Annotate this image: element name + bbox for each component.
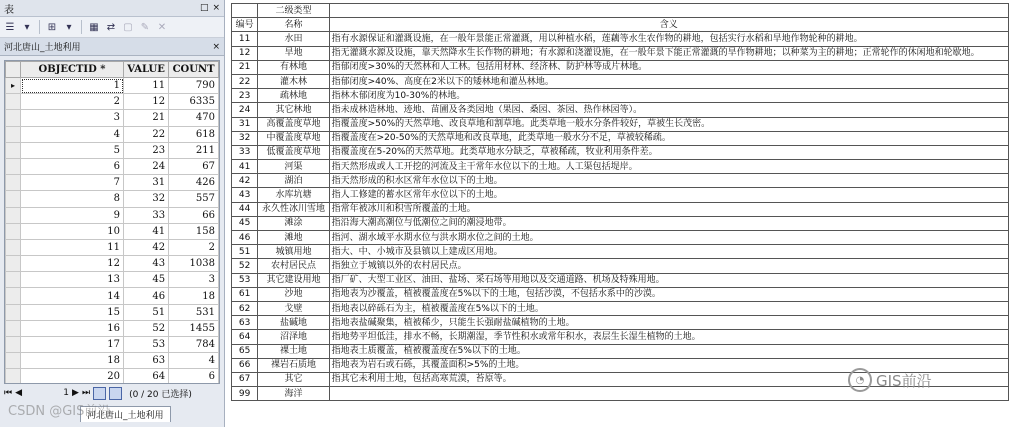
cell-value[interactable]: 64 bbox=[124, 369, 169, 384]
dropdown-chevron-icon[interactable]: ▾ bbox=[66, 21, 72, 33]
cell-value[interactable]: 23 bbox=[124, 142, 169, 158]
table-row bbox=[232, 160, 1009, 174]
cell-meaning: 指厂矿、大型工业区、油田、盐场、采石场等用地以及交通道路、机场及特殊用地。 bbox=[329, 273, 1008, 287]
table-row[interactable] bbox=[6, 126, 219, 142]
cell-code: 41 bbox=[232, 160, 258, 174]
cell-code: 67 bbox=[232, 372, 258, 386]
cell-objectid[interactable]: 20 bbox=[21, 369, 124, 384]
table-row[interactable] bbox=[6, 256, 219, 272]
row-selector[interactable] bbox=[6, 110, 21, 126]
cell-name: 中覆盖度草地 bbox=[258, 131, 329, 145]
cell-code: 61 bbox=[232, 287, 258, 301]
table-row bbox=[232, 32, 1009, 46]
cell-name: 高覆盖度草地 bbox=[258, 117, 329, 131]
cell-value[interactable]: 12 bbox=[124, 94, 169, 110]
cell-meaning: 指地表为岩石或石砾，其覆盖面积>5%的土地。 bbox=[329, 358, 1008, 372]
cell-name: 裸土地 bbox=[258, 344, 329, 358]
cell-code: 62 bbox=[232, 301, 258, 315]
cell-code: 99 bbox=[232, 387, 258, 401]
cell-name: 疏林地 bbox=[258, 89, 329, 103]
previous-record-button[interactable]: ◀ bbox=[15, 388, 23, 398]
window-titlebar bbox=[0, 0, 224, 17]
cell-code: 51 bbox=[232, 245, 258, 259]
watermark-right bbox=[848, 368, 932, 392]
cell-meaning: 指独立于城镇以外的农村居民点。 bbox=[329, 259, 1008, 273]
row-selector[interactable] bbox=[6, 207, 21, 223]
cell-count[interactable]: 3 bbox=[169, 272, 219, 288]
show-all-records-icon[interactable] bbox=[93, 387, 106, 400]
cell-name: 农村居民点 bbox=[258, 259, 329, 273]
select-by-attributes-icon[interactable]: ▦ bbox=[89, 21, 99, 33]
cell-count[interactable]: 4 bbox=[169, 353, 219, 369]
cell-name: 有林地 bbox=[258, 60, 329, 74]
window-title: 表 bbox=[4, 4, 14, 16]
table-row bbox=[232, 216, 1009, 230]
cell-name: 永久性冰川雪地 bbox=[258, 202, 329, 216]
cell-code: 44 bbox=[232, 202, 258, 216]
cell-value[interactable]: 51 bbox=[124, 304, 169, 320]
table-row[interactable] bbox=[6, 337, 219, 353]
landuse-classification-table bbox=[231, 3, 1009, 401]
cell-value[interactable]: 11 bbox=[124, 78, 169, 94]
empty-cell bbox=[329, 4, 1008, 18]
table-row[interactable] bbox=[6, 207, 219, 223]
row-selector[interactable] bbox=[6, 94, 21, 110]
cell-meaning: 指沿海大潮高潮位与低潮位之间的潮浸地带。 bbox=[329, 216, 1008, 230]
cell-code: 32 bbox=[232, 131, 258, 145]
cell-count[interactable]: 784 bbox=[169, 337, 219, 353]
table-row bbox=[232, 301, 1009, 315]
cell-count[interactable]: 6 bbox=[169, 369, 219, 384]
table-row bbox=[232, 344, 1009, 358]
column-header-count[interactable]: COUNT bbox=[169, 62, 219, 78]
cell-count[interactable]: 18 bbox=[169, 288, 219, 304]
cell-name: 沼泽地 bbox=[258, 330, 329, 344]
cell-name: 低覆盖度草地 bbox=[258, 145, 329, 159]
cell-value[interactable]: 46 bbox=[124, 288, 169, 304]
table-row bbox=[232, 231, 1009, 245]
toolbar-divider bbox=[39, 20, 40, 34]
empty-cell bbox=[232, 4, 258, 18]
column-header-objectid[interactable]: OBJECTID * bbox=[21, 62, 124, 78]
row-selector[interactable] bbox=[6, 304, 21, 320]
cell-name: 其它林地 bbox=[258, 103, 329, 117]
cell-meaning: 指地表为沙覆盖，植被覆盖度在5%以下的土地，包括沙漠，不包括水系中的沙漠。 bbox=[329, 287, 1008, 301]
cell-objectid[interactable]: 11 bbox=[21, 239, 124, 255]
cell-name: 沙地 bbox=[258, 287, 329, 301]
grid-header-row bbox=[6, 62, 219, 78]
row-selector[interactable] bbox=[6, 337, 21, 353]
cell-objectid[interactable]: 18 bbox=[21, 353, 124, 369]
table-row bbox=[232, 202, 1009, 216]
cell-code: 52 bbox=[232, 259, 258, 273]
table-row bbox=[232, 131, 1009, 145]
delete-selected-icon[interactable]: ✕ bbox=[157, 21, 167, 33]
table-row bbox=[232, 316, 1009, 330]
cell-count[interactable]: 1455 bbox=[169, 320, 219, 336]
cell-code: 46 bbox=[232, 231, 258, 245]
cell-objectid[interactable]: 3 bbox=[21, 110, 124, 126]
cell-value[interactable]: 42 bbox=[124, 239, 169, 255]
cell-name: 旱地 bbox=[258, 46, 329, 60]
cell-objectid[interactable]: 8 bbox=[21, 191, 124, 207]
cell-name: 城镇用地 bbox=[258, 245, 329, 259]
table-row[interactable] bbox=[6, 353, 219, 369]
cell-code: 21 bbox=[232, 60, 258, 74]
cell-meaning: 指郁闭度>30%的天然林和人工林。包括用材林、经济林、防护林等成片林地。 bbox=[329, 60, 1008, 74]
cell-name: 滩地 bbox=[258, 231, 329, 245]
cell-count[interactable]: 470 bbox=[169, 110, 219, 126]
cell-objectid[interactable]: 6 bbox=[21, 158, 124, 174]
cell-value[interactable]: 32 bbox=[124, 191, 169, 207]
table-row bbox=[232, 117, 1009, 131]
table-row[interactable] bbox=[6, 175, 219, 191]
column-header-value[interactable]: VALUE bbox=[124, 62, 169, 78]
cell-meaning: 指地势平坦低洼，排水不畅，长期潮湿，季节性积水或常年积水，表层生长湿生植物的土地。 bbox=[329, 330, 1008, 344]
row-selector[interactable] bbox=[6, 369, 21, 384]
cell-name: 水田 bbox=[258, 32, 329, 46]
cell-code: 22 bbox=[232, 74, 258, 88]
cell-meaning: 指有水源保证和灌溉设施，在一般年景能正常灌溉，用以种植水稻，莲藕等水生农作物的耕地，包括实行水稻和旱地作物轮种的耕地。 bbox=[329, 32, 1008, 46]
cell-meaning: 指天然形成的积水区常年水位以下的土地。 bbox=[329, 174, 1008, 188]
cell-value[interactable]: 24 bbox=[124, 158, 169, 174]
layer-name: 河北唐山_土地利用 bbox=[4, 43, 81, 53]
show-selected-records-icon[interactable] bbox=[109, 387, 122, 400]
table-row[interactable] bbox=[6, 110, 219, 126]
cell-code: 43 bbox=[232, 188, 258, 202]
cell-objectid[interactable]: 17 bbox=[21, 337, 124, 353]
table-row[interactable] bbox=[6, 272, 219, 288]
table-row bbox=[232, 145, 1009, 159]
cell-count[interactable]: 531 bbox=[169, 304, 219, 320]
cell-meaning: 指地表盐碱聚集，植被稀少，只能生长强耐盐碱植物的土地。 bbox=[329, 316, 1008, 330]
watermark-left: CSDN @GIS前沿 bbox=[8, 404, 111, 419]
cell-value[interactable]: 22 bbox=[124, 126, 169, 142]
table-row bbox=[232, 89, 1009, 103]
toolbar-divider bbox=[81, 20, 82, 34]
watermark-right-text: GIS前沿 bbox=[876, 371, 932, 390]
cell-value[interactable]: 53 bbox=[124, 337, 169, 353]
cell-count[interactable]: 1038 bbox=[169, 256, 219, 272]
cell-count[interactable]: 2 bbox=[169, 239, 219, 255]
cell-meaning: 指林木郁闭度为10-30%的林地。 bbox=[329, 89, 1008, 103]
cell-objectid[interactable]: 5 bbox=[21, 142, 124, 158]
cell-objectid[interactable]: 13 bbox=[21, 272, 124, 288]
selection-count: (0 / 20 已选择) bbox=[129, 389, 192, 400]
cell-code: 65 bbox=[232, 344, 258, 358]
next-record-button[interactable]: ▶ bbox=[72, 388, 79, 398]
cell-meaning: 指未成林造林地、迹地、苗圃及各类园地（果园、桑园、茶园、热作林园等）。 bbox=[329, 103, 1008, 117]
cell-value[interactable]: 63 bbox=[124, 353, 169, 369]
cell-count[interactable]: 6335 bbox=[169, 94, 219, 110]
table-row[interactable] bbox=[6, 223, 219, 239]
cell-name: 戈壁 bbox=[258, 301, 329, 315]
row-selector[interactable] bbox=[6, 288, 21, 304]
table-row[interactable] bbox=[6, 142, 219, 158]
cell-name: 裸岩石质地 bbox=[258, 358, 329, 372]
dropdown-chevron-icon[interactable]: ▾ bbox=[24, 21, 30, 33]
row-selector[interactable] bbox=[6, 158, 21, 174]
cell-code: 24 bbox=[232, 103, 258, 117]
cell-name: 海洋 bbox=[258, 387, 329, 401]
cell-value[interactable]: 41 bbox=[124, 223, 169, 239]
row-selector[interactable] bbox=[6, 239, 21, 255]
row-selector[interactable] bbox=[6, 223, 21, 239]
cell-objectid[interactable]: 4 bbox=[21, 126, 124, 142]
cell-meaning: 指覆盖度在5-20%的天然草地。此类草地水分缺乏，草被稀疏，牧业利用条件差。 bbox=[329, 145, 1008, 159]
cell-count[interactable]: 67 bbox=[169, 158, 219, 174]
cell-meaning: 指地表以碎砾石为主，植被覆盖度在5%以下的土地。 bbox=[329, 301, 1008, 315]
cell-count[interactable]: 158 bbox=[169, 223, 219, 239]
current-record-input[interactable]: 1 bbox=[63, 388, 70, 398]
cell-objectid[interactable]: 15 bbox=[21, 304, 124, 320]
cell-meaning: 指无灌溉水源及设施，靠天然降水生长作物的耕地；有水源和浇灌设施，在一般年景下能正常灌溉的旱作物耕地；以种菜为主的耕地；正常轮作的休闲地和轮歇地。 bbox=[329, 46, 1008, 60]
cell-meaning: 指覆盖度>50%的天然草地、改良草地和割草地。此类草地一般水分条件较好，草被生长茂密。 bbox=[329, 117, 1008, 131]
cell-objectid[interactable]: 9 bbox=[21, 207, 124, 223]
restore-button[interactable]: □ bbox=[199, 3, 209, 13]
table-row bbox=[232, 46, 1009, 60]
cell-count[interactable]: 426 bbox=[169, 175, 219, 191]
cell-value[interactable]: 33 bbox=[124, 207, 169, 223]
cell-meaning: 指河、湖水域平水期水位与洪水期水位之间的土地。 bbox=[329, 231, 1008, 245]
cell-value[interactable]: 52 bbox=[124, 320, 169, 336]
cell-name: 水库坑塘 bbox=[258, 188, 329, 202]
cell-meaning: 指常年被冰川和积雪所覆盖的土地。 bbox=[329, 202, 1008, 216]
zoom-to-selected-icon[interactable]: ✎ bbox=[140, 21, 150, 33]
cell-name: 湖泊 bbox=[258, 174, 329, 188]
cell-name: 滩涂 bbox=[258, 216, 329, 230]
cell-code: 11 bbox=[232, 32, 258, 46]
attribute-table-window bbox=[0, 0, 225, 427]
table-row bbox=[232, 188, 1009, 202]
switch-selection-icon[interactable]: ⇄ bbox=[106, 21, 116, 33]
row-selector[interactable] bbox=[6, 126, 21, 142]
cell-meaning: 指天然形成或人工开挖的河流及主干常年水位以下的土地。人工渠包括堤岸。 bbox=[329, 160, 1008, 174]
cell-objectid[interactable]: 14 bbox=[21, 288, 124, 304]
cell-value[interactable]: 43 bbox=[124, 256, 169, 272]
cell-objectid[interactable]: 1 bbox=[21, 78, 124, 94]
cell-code: 64 bbox=[232, 330, 258, 344]
cell-objectid[interactable]: 10 bbox=[21, 223, 124, 239]
cell-name: 其它建设用地 bbox=[258, 273, 329, 287]
cell-name: 盐碱地 bbox=[258, 316, 329, 330]
attribute-grid[interactable] bbox=[4, 60, 220, 384]
related-tables-icon[interactable]: ⊞ bbox=[47, 21, 57, 33]
cell-objectid[interactable]: 2 bbox=[21, 94, 124, 110]
table-row[interactable] bbox=[6, 191, 219, 207]
table-row[interactable] bbox=[6, 78, 219, 94]
table-row bbox=[232, 259, 1009, 273]
table-row[interactable] bbox=[6, 369, 219, 384]
cell-code: 53 bbox=[232, 273, 258, 287]
row-selector[interactable] bbox=[6, 142, 21, 158]
cell-meaning: 指覆盖度在>20-50%的天然草地和改良草地，此类草地一般水分不足，草被较稀疏。 bbox=[329, 131, 1008, 145]
cell-objectid[interactable]: 7 bbox=[21, 175, 124, 191]
row-selector[interactable]: ▸ bbox=[6, 78, 21, 94]
cell-value[interactable]: 45 bbox=[124, 272, 169, 288]
cell-code: 31 bbox=[232, 117, 258, 131]
cell-code: 45 bbox=[232, 216, 258, 230]
cell-objectid[interactable]: 12 bbox=[21, 256, 124, 272]
close-button[interactable]: × bbox=[212, 3, 220, 13]
cell-code: 66 bbox=[232, 358, 258, 372]
table-row[interactable] bbox=[6, 320, 219, 336]
row-selector[interactable] bbox=[6, 256, 21, 272]
cell-name: 灌木林 bbox=[258, 74, 329, 88]
cell-name: 其它 bbox=[258, 372, 329, 386]
cell-name: 河渠 bbox=[258, 160, 329, 174]
row-selector[interactable] bbox=[6, 272, 21, 288]
cell-code: 63 bbox=[232, 316, 258, 330]
cell-code: 23 bbox=[232, 89, 258, 103]
secondary-type-header: 二级类型 bbox=[258, 4, 329, 18]
wechat-icon: ◔ bbox=[848, 368, 872, 392]
table-row bbox=[232, 74, 1009, 88]
first-record-button[interactable]: ⏮ bbox=[4, 388, 13, 398]
row-selector-header[interactable] bbox=[6, 62, 21, 78]
row-selector[interactable] bbox=[6, 320, 21, 336]
table-options-icon[interactable]: ☰ bbox=[5, 21, 15, 33]
cell-meaning: 指地表土质覆盖，植被覆盖度在5%以下的土地。 bbox=[329, 344, 1008, 358]
row-selector[interactable] bbox=[6, 191, 21, 207]
code-header: 编号 bbox=[232, 18, 258, 32]
cell-count[interactable]: 618 bbox=[169, 126, 219, 142]
table-row bbox=[232, 273, 1009, 287]
cell-code: 12 bbox=[232, 46, 258, 60]
table-row bbox=[232, 60, 1009, 74]
cell-count[interactable]: 557 bbox=[169, 191, 219, 207]
cell-count[interactable]: 790 bbox=[169, 78, 219, 94]
cell-code: 42 bbox=[232, 174, 258, 188]
cell-count[interactable]: 66 bbox=[169, 207, 219, 223]
cell-value[interactable]: 31 bbox=[124, 175, 169, 191]
meaning-header: 含义 bbox=[329, 18, 1008, 32]
cell-code: 33 bbox=[232, 145, 258, 159]
table-row[interactable] bbox=[6, 239, 219, 255]
table-row bbox=[232, 330, 1009, 344]
cell-objectid[interactable]: 16 bbox=[21, 320, 124, 336]
table-row bbox=[232, 287, 1009, 301]
table-row[interactable] bbox=[6, 288, 219, 304]
cell-meaning: 指郁闭度>40%、高度在2米以下的矮林地和灌丛林地。 bbox=[329, 74, 1008, 88]
table-toolbar bbox=[0, 17, 224, 38]
cell-meaning: 指大、中、小城市及县镇以上建成区用地。 bbox=[329, 245, 1008, 259]
table-row[interactable] bbox=[6, 158, 219, 174]
row-selector[interactable] bbox=[6, 175, 21, 191]
cell-meaning: 指人工修建的蓄水区常年水位以下的土地。 bbox=[329, 188, 1008, 202]
row-selector[interactable] bbox=[6, 353, 21, 369]
table-row bbox=[232, 174, 1009, 188]
table-row[interactable] bbox=[6, 304, 219, 320]
tab-layer[interactable]: 河北唐山_土地利用 bbox=[80, 406, 171, 422]
table-row[interactable] bbox=[6, 94, 219, 110]
top-header-row bbox=[232, 4, 1009, 18]
layer-close-button[interactable]: × bbox=[212, 41, 220, 52]
header-row bbox=[232, 18, 1009, 32]
table-row bbox=[232, 103, 1009, 117]
cell-value[interactable]: 21 bbox=[124, 110, 169, 126]
last-record-button[interactable]: ⏭ bbox=[81, 388, 91, 398]
name-header: 名称 bbox=[258, 18, 329, 32]
cell-meaning: 指其它未利用土地，包括高寒荒漠，苔原等。 bbox=[329, 372, 1008, 386]
layer-tab-header[interactable] bbox=[0, 38, 224, 56]
table-row bbox=[232, 245, 1009, 259]
clear-selection-icon[interactable]: ▢ bbox=[123, 21, 133, 33]
cell-count[interactable]: 211 bbox=[169, 142, 219, 158]
